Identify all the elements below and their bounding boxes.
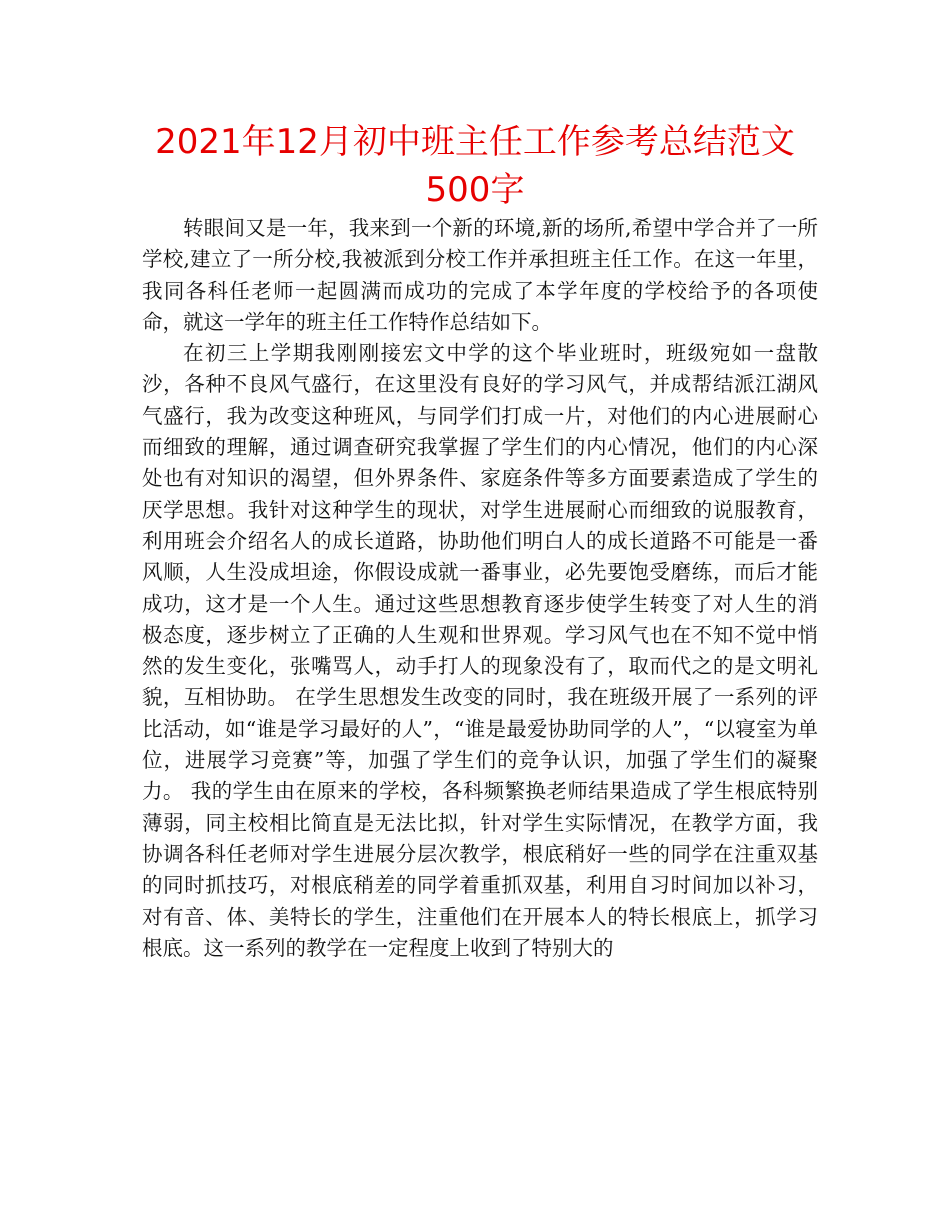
paragraph-1: 转眼间又是一年，我来到一个新的环境,新的场所,希望中学合并了一所学校,建立了一所分校,我被派到分校工作并承担班主任工作。在这一年里，我同各科任老师一起圆满而成功的完成了本学年度的学校给予的各项使命，就这一学年的班主任工作特作总结如下。 bbox=[142, 216, 818, 334]
paragraph-2: 在初三上学期我刚刚接宏文中学的这个毕业班时，班级宛如一盘散沙，各种不良风气盛行，在这里没有良好的学习风气，并成帮结派江湖风气盛行，我为改变这种班风，与同学们打成一片，对他们的内心进展耐心而细致的理解，通过调查研究我掌握了学生们的内心情况，他们的内心深处也有对知识的渴望，但外界条件、家庭条件等多方面要素造成了学生的厌学思想。我针对这种学生的现状，对学生进展耐心而细致的说服教育，利用班会介绍名人的成长道路，协助他们明白人的成长道路不可能是一番风顺，人生没成坦途，你假设成就一番事业，必先要饱受磨练，而后才能成功，这才是一个人生。通过这些思想教育逐步使学生转变了对人生的消极态度，逐步树立了正确的人生观和世界观。学习风气也在不知不觉中悄然的发生变化，张嘴骂人，动手打人的现象没有了，取而代之的是文明礼貌，互相协助。 在学生思想发生改变的同时，我在班级开展了一系列的评比活动，如“谁是学习最好的人”，“谁是最爱协助同学的人”，“以寝室为单位，进展学习竞赛”等，加强了学生们的竞争认识，加强了学生们的凝聚力。 我的学生由在原来的学校，各科频繁换老师结果造成了学生根底特别薄弱，同主校相比简直是无法比拟，针对学生实际情况，在教学方面，我协调各科任老师对学生进展分层次教学，根底稍好一些的同学在注重双基的同时抓技巧，对根底稍差的同学着重抓双基，利用自习时间加以补习，对有音、体、美特长的学生，注重他们在开展本人的特长根底上，抓学习根底。这一系列的教学在一定程度上收到了特别大的 bbox=[142, 341, 818, 960]
document-body bbox=[142, 213, 818, 964]
document-title: 2021年12月初中班主任工作参考总结范文500字 bbox=[155, 122, 795, 210]
